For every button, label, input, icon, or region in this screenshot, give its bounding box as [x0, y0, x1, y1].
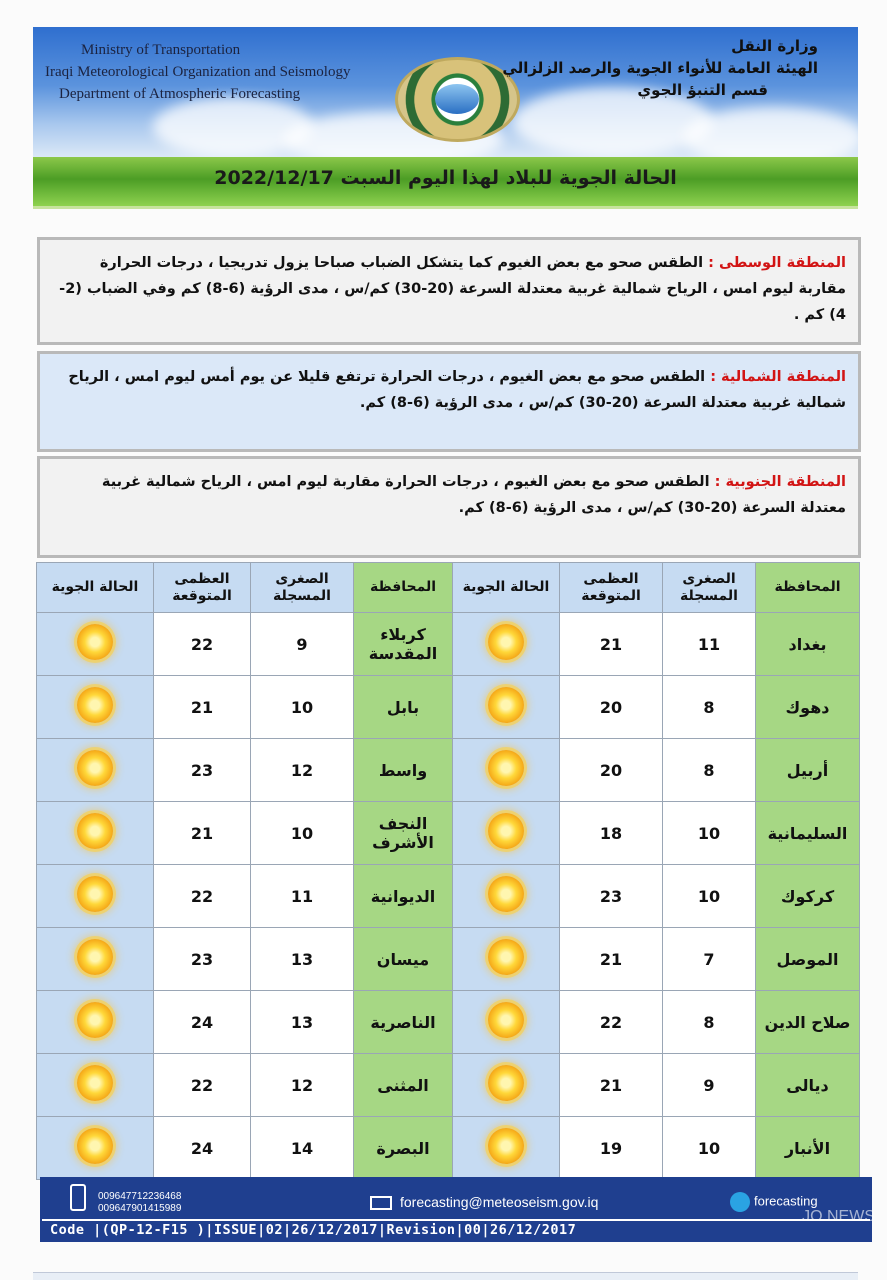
bottom-strip — [33, 1272, 858, 1280]
sun-icon — [488, 750, 524, 786]
weather-cell — [37, 865, 154, 928]
phone-icon — [70, 1184, 86, 1211]
province-cell: ميسان — [354, 928, 453, 991]
document-code: Code |(QP-12-F15 )|ISSUE|02|26/12/2017|Revision|00|26/12/2017 — [42, 1219, 870, 1239]
max-temp-cell: 21 — [560, 1054, 663, 1117]
province-cell: الموصل — [756, 928, 860, 991]
min-temp-cell: 14 — [251, 1117, 354, 1180]
region-north — [37, 351, 861, 452]
region-name: المنطقة الوسطى : — [708, 255, 846, 271]
max-temp-cell: 23 — [154, 739, 251, 802]
region-south — [37, 456, 861, 558]
sun-icon — [77, 750, 113, 786]
sun-icon — [488, 624, 524, 660]
min-temp-cell: 10 — [663, 1117, 756, 1180]
min-temp-cell: 8 — [663, 991, 756, 1054]
header-max: العظمى المتوقعة — [154, 563, 251, 613]
province-cell: بابل — [354, 676, 453, 739]
weather-cell — [453, 1117, 560, 1180]
max-temp-cell: 20 — [560, 739, 663, 802]
province-cell: أربيل — [756, 739, 860, 802]
email-address: forecasting@meteoseism.gov.iq — [400, 1194, 599, 1210]
max-temp-cell: 24 — [154, 1117, 251, 1180]
max-temp-cell: 19 — [560, 1117, 663, 1180]
min-temp-cell: 11 — [251, 865, 354, 928]
department-name-en: Department of Atmospheric Forecasting — [59, 86, 301, 102]
region-text: الطقس صحو مع بعض الغيوم ، درجات الحرارة مقاربة ليوم امس ، الرياح شمالية غربية معتدلة السرعة (20-30) كم/س ، مدى الرؤية (6-8) كم. — [101, 474, 846, 516]
title-bar — [33, 157, 858, 209]
footer-email — [370, 1194, 598, 1210]
sun-icon — [488, 1065, 524, 1101]
weather-cell — [453, 613, 560, 676]
region-text: الطقس صحو مع بعض الغيوم كما يتشكل الضباب صباحا يزول تدريجيا ، درجات الحرارة مقاربة ليوم امس ، الرياح شمالية غربية معتدلة السرعة (20-30) كم/س ، مدى الرؤية (6-8) كم وفي الضباب (2-4) كم . — [59, 255, 846, 323]
footer — [40, 1177, 872, 1242]
max-temp-cell: 23 — [154, 928, 251, 991]
region-central — [37, 237, 861, 345]
max-temp-cell: 21 — [154, 676, 251, 739]
min-temp-cell: 11 — [663, 613, 756, 676]
province-cell: كركوك — [756, 865, 860, 928]
province-cell: النجف الأشرف — [354, 802, 453, 865]
header-banner — [33, 27, 858, 157]
weather-cell — [37, 613, 154, 676]
province-cell: ديالى — [756, 1054, 860, 1117]
max-temp-cell: 18 — [560, 802, 663, 865]
min-temp-cell: 12 — [251, 739, 354, 802]
sun-icon — [77, 876, 113, 912]
max-temp-cell: 23 — [560, 865, 663, 928]
weather-cell — [453, 802, 560, 865]
ministry-name-en: Ministry of Transportation — [81, 42, 241, 58]
header-min: الصغرى المسجلة — [251, 563, 354, 613]
organization-name-en: Iraqi Meteorological Organization and Seismology — [45, 64, 351, 80]
ministry-name-ar: وزارة النقل — [731, 37, 818, 55]
sun-icon — [77, 687, 113, 723]
table-row — [37, 739, 860, 802]
province-cell: الديوانية — [354, 865, 453, 928]
max-temp-cell: 21 — [154, 802, 251, 865]
table-header-row — [37, 563, 860, 613]
skype-icon — [730, 1192, 750, 1212]
weather-cell — [453, 865, 560, 928]
header-province: المحافظة — [756, 563, 860, 613]
max-temp-cell: 21 — [560, 613, 663, 676]
province-cell: كربلاء المقدسة — [354, 613, 453, 676]
sun-icon — [77, 624, 113, 660]
min-temp-cell: 8 — [663, 739, 756, 802]
phone-number: 009647901415989 — [98, 1203, 182, 1214]
header-weather: الحالة الجوية — [37, 563, 154, 613]
max-temp-cell: 24 — [154, 991, 251, 1054]
phone-number: 009647712236468 — [98, 1191, 182, 1202]
province-cell: الناصرية — [354, 991, 453, 1054]
table-row — [37, 865, 860, 928]
max-temp-cell: 22 — [154, 865, 251, 928]
sun-icon — [77, 813, 113, 849]
header-arabic — [502, 35, 818, 101]
department-name-ar: قسم التنبؤ الجوي — [637, 81, 768, 99]
sun-icon — [77, 939, 113, 975]
table-row — [37, 676, 860, 739]
page-title: الحالة الجوية للبلاد لهذا اليوم السبت 2022/12/17 — [214, 167, 677, 189]
weather-cell — [37, 928, 154, 991]
organization-name-ar: الهيئة العامة للأنواء الجوية والرصد الزلزالي — [502, 59, 818, 77]
province-cell: البصرة — [354, 1117, 453, 1180]
header-province: المحافظة — [354, 563, 453, 613]
header-max: العظمى المتوقعة — [560, 563, 663, 613]
table-row — [37, 802, 860, 865]
sun-icon — [488, 813, 524, 849]
sun-icon — [77, 1065, 113, 1101]
min-temp-cell: 10 — [251, 676, 354, 739]
weather-cell — [37, 991, 154, 1054]
skype-name: forecasting — [754, 1193, 818, 1209]
region-text: الطقس صحو مع بعض الغيوم ، درجات الحرارة ترتفع قليلا عن يوم أمس ليوم امس ، الرياح شمالية غربية معتدلة السرعة (20-30) كم/س ، مدى الرؤية (6-8) كم. — [68, 369, 846, 411]
province-cell: السليمانية — [756, 802, 860, 865]
sun-icon — [488, 939, 524, 975]
weather-cell — [453, 676, 560, 739]
sun-icon — [77, 1128, 113, 1164]
min-temp-cell: 9 — [663, 1054, 756, 1117]
table-row — [37, 1054, 860, 1117]
sun-icon — [77, 1002, 113, 1038]
weather-cell — [37, 739, 154, 802]
province-cell: صلاح الدين — [756, 991, 860, 1054]
header-weather: الحالة الجوية — [453, 563, 560, 613]
weather-cell — [453, 1054, 560, 1117]
footer-phones — [98, 1191, 181, 1215]
header-min: الصغرى المسجلة — [663, 563, 756, 613]
table-row — [37, 991, 860, 1054]
min-temp-cell: 10 — [663, 802, 756, 865]
weather-cell — [37, 676, 154, 739]
sun-icon — [488, 1002, 524, 1038]
province-cell: واسط — [354, 739, 453, 802]
table-row — [37, 928, 860, 991]
min-temp-cell: 12 — [251, 1054, 354, 1117]
table-row — [37, 1117, 860, 1180]
max-temp-cell: 22 — [560, 991, 663, 1054]
forecast-table — [36, 562, 860, 1180]
min-temp-cell: 13 — [251, 928, 354, 991]
table-row — [37, 613, 860, 676]
region-name: المنطقة الجنوبية : — [714, 474, 846, 490]
min-temp-cell: 10 — [251, 802, 354, 865]
sun-icon — [488, 687, 524, 723]
weather-cell — [453, 739, 560, 802]
sun-icon — [488, 876, 524, 912]
province-cell: الأنبار — [756, 1117, 860, 1180]
max-temp-cell: 20 — [560, 676, 663, 739]
sun-icon — [488, 1128, 524, 1164]
organization-logo — [395, 57, 520, 142]
min-temp-cell: 9 — [251, 613, 354, 676]
weather-cell — [37, 1054, 154, 1117]
min-temp-cell: 7 — [663, 928, 756, 991]
province-cell: دهوك — [756, 676, 860, 739]
min-temp-cell: 13 — [251, 991, 354, 1054]
weather-cell — [453, 991, 560, 1054]
weather-cell — [37, 1117, 154, 1180]
weather-cell — [453, 928, 560, 991]
province-cell: المثنى — [354, 1054, 453, 1117]
province-cell: بغداد — [756, 613, 860, 676]
max-temp-cell: 22 — [154, 1054, 251, 1117]
max-temp-cell: 21 — [560, 928, 663, 991]
mail-icon — [370, 1196, 392, 1210]
max-temp-cell: 22 — [154, 613, 251, 676]
region-name: المنطقة الشمالية : — [710, 369, 846, 385]
min-temp-cell: 8 — [663, 676, 756, 739]
header-english — [45, 39, 350, 105]
min-temp-cell: 10 — [663, 865, 756, 928]
weather-cell — [37, 802, 154, 865]
watermark: JO NEWS — [802, 1208, 875, 1225]
